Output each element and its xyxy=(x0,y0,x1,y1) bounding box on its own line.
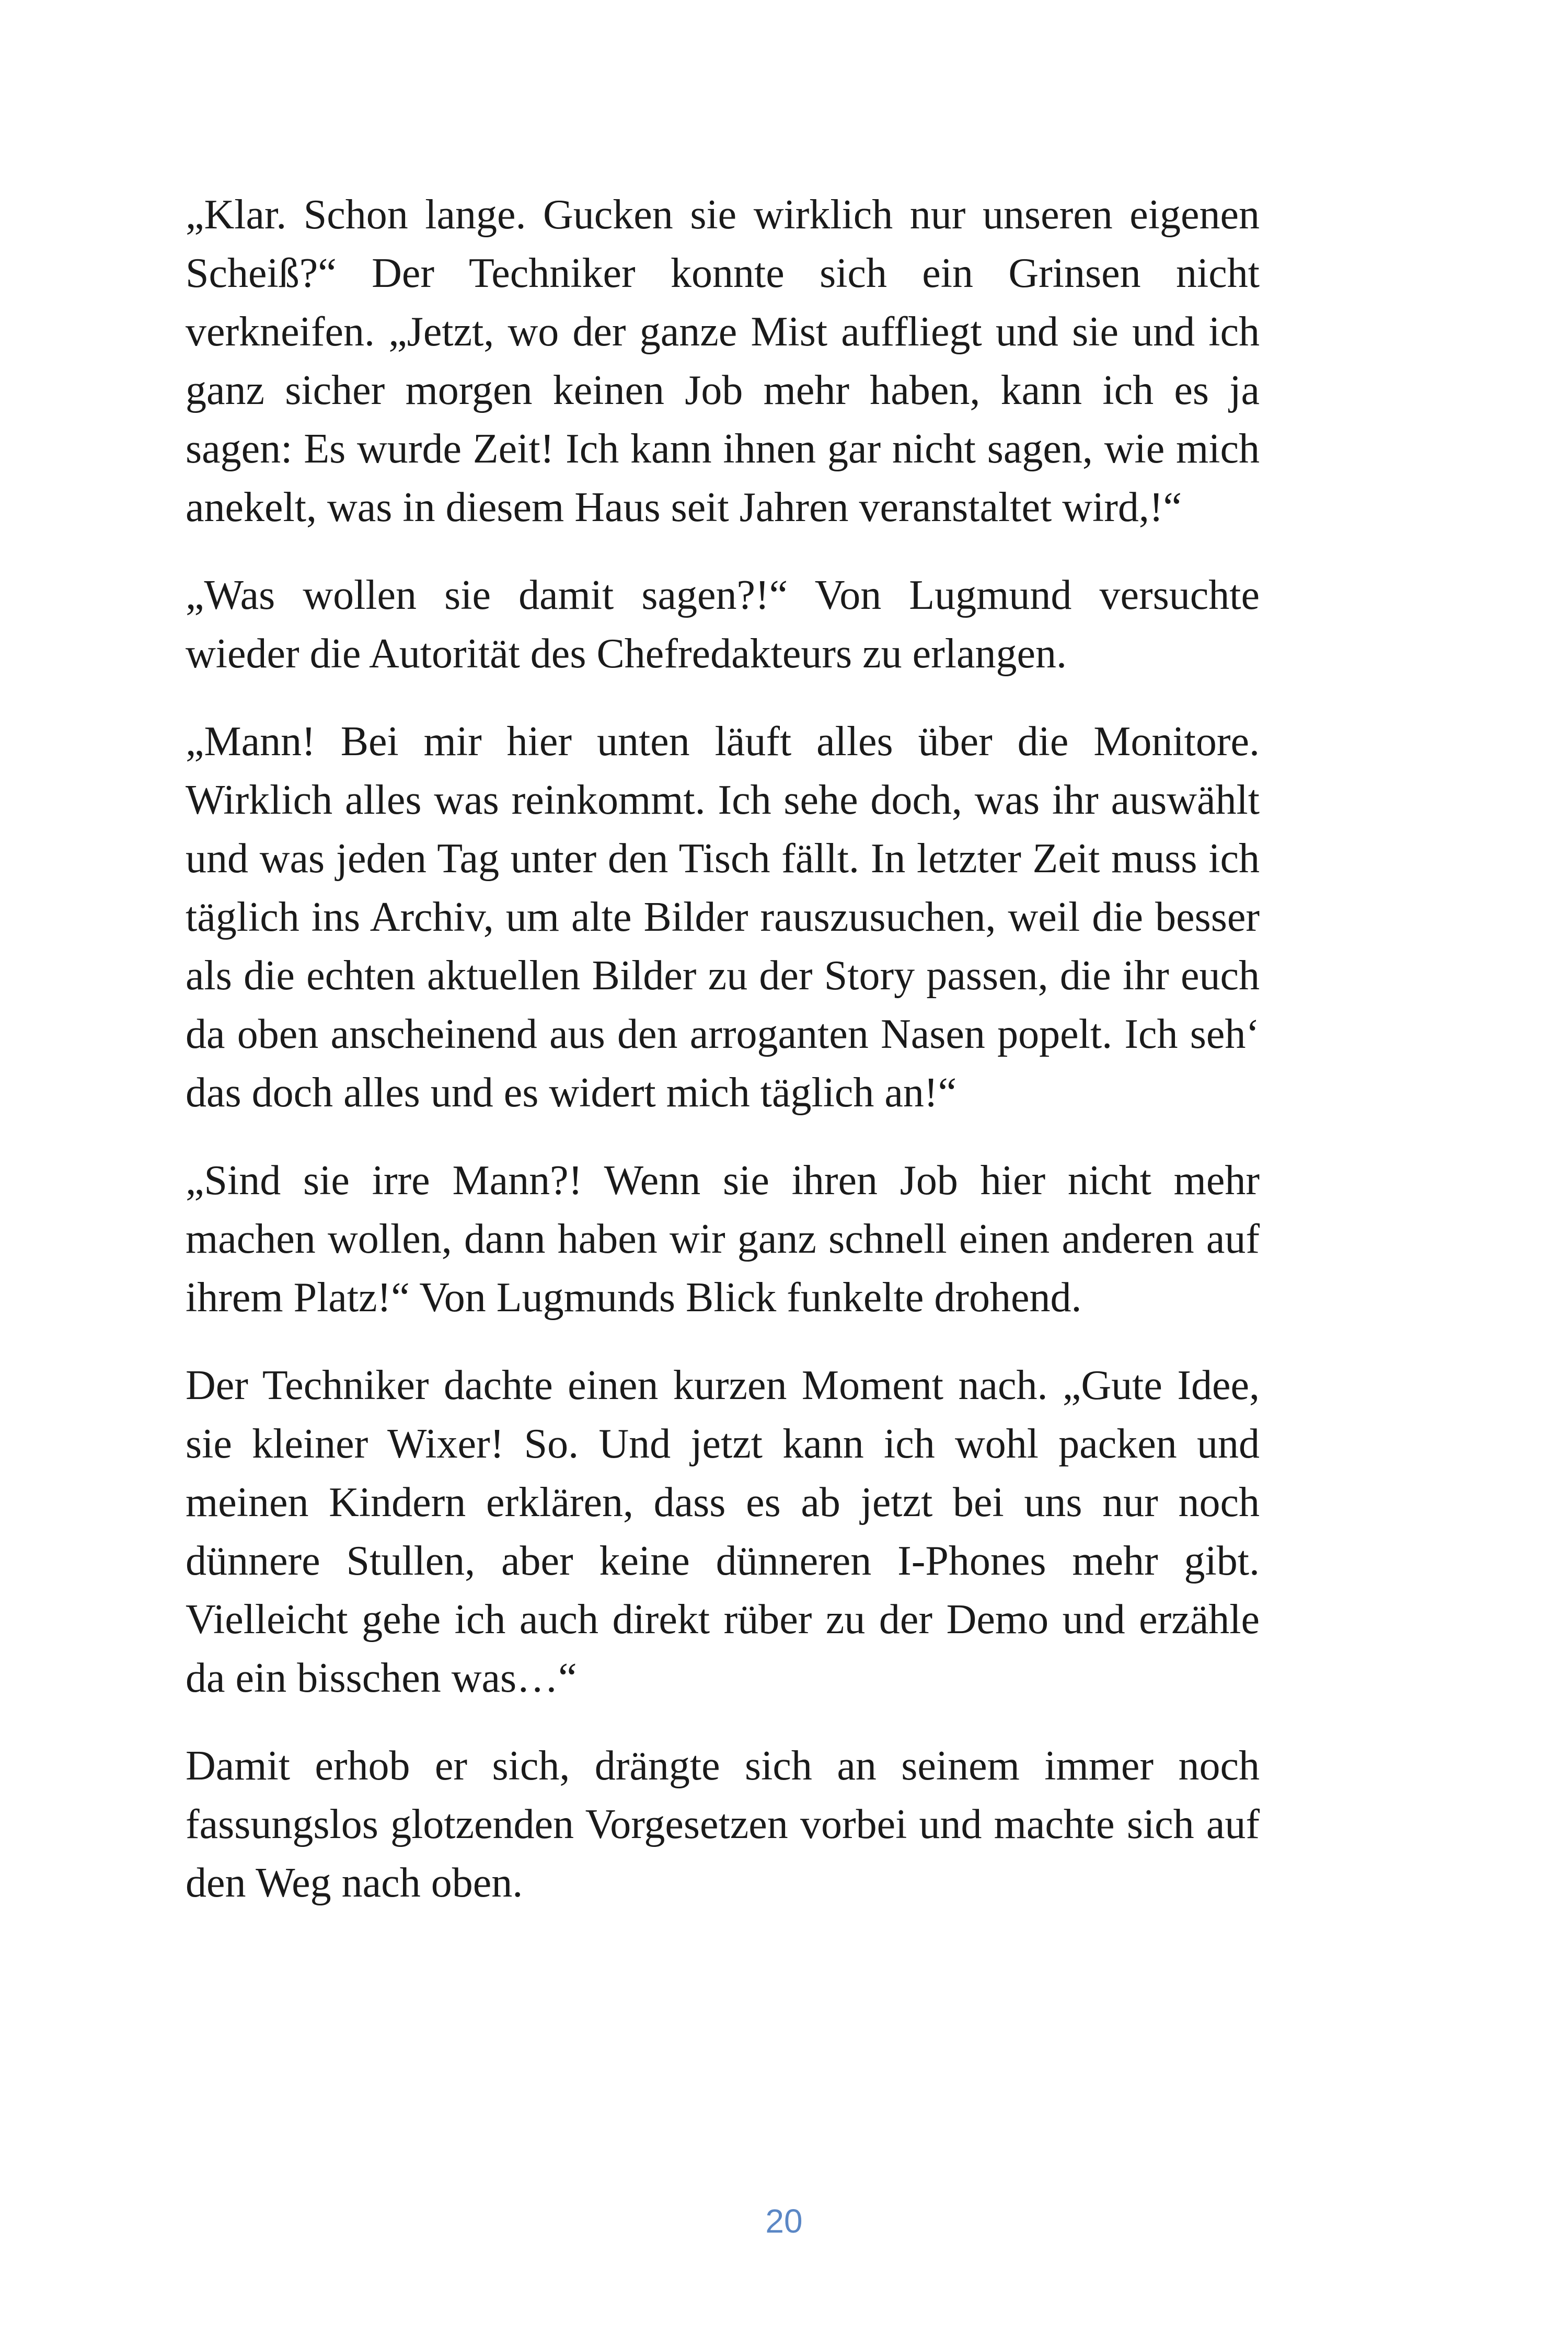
paragraph: „Mann! Bei mir hier unten läuft alles über die Monitore. Wirklich alles was reinkommt. Ich sehe doch, was ihr auswählt und was jeden Tag unter den Tisch fällt. In letzter Zeit muss ich täglich ins Archiv, um alte Bilder rauszusuchen, weil die besser als die echten aktuellen Bilder zu der Story passen, die ihr euch da oben anscheinend aus den arroganten Nasen popelt. Ich seh‘ das doch alles und es widert mich täglich an!“ xyxy=(186,719,1260,1116)
paragraph: „Klar. Schon lange. Gucken sie wirklich nur unseren eigenen Scheiß?“ Der Techniker konnte sich ein Grinsen nicht verkneifen. „Jetzt, wo der ganze Mist auffliegt und sie und ich ganz sicher morgen keinen Job mehr haben, kann ich es ja sagen: Es wurde Zeit! Ich kann ihnen gar nicht sagen, wie mich anekelt, was in diesem Haus seit Jahren veranstaltet wird,!“ xyxy=(186,192,1260,530)
paragraph: Der Techniker dachte einen kurzen Moment nach. „Gute Idee, sie kleiner Wixer! So. Und jetzt kann ich wohl packen und meinen Kindern erklären, dass es ab jetzt bei uns nur noch dünnere Stullen, aber keine dünneren I-Phones mehr gibt. Vielleicht gehe ich auch direkt rüber zu der Demo und erzähle da ein bisschen was…“ xyxy=(186,1362,1260,1701)
paragraph: „Was wollen sie damit sagen?!“ Von Lugmund versuchte wieder die Autorität des Chefredakteurs zu erlangen. xyxy=(186,572,1260,677)
paragraph: Damit erhob er sich, drängte sich an seinem immer noch fassungslos glotzenden Vorgesetzen vorbei und machte sich auf den Weg nach oben. xyxy=(186,1743,1260,1906)
body-text xyxy=(186,186,1260,1941)
paragraph: „Sind sie irre Mann?! Wenn sie ihren Job hier nicht mehr machen wollen, dann haben wir ganz schnell einen anderen auf ihrem Platz!“ Von Lugmunds Blick funkelte drohend. xyxy=(186,1158,1260,1321)
page-number: 20 xyxy=(765,2202,803,2240)
